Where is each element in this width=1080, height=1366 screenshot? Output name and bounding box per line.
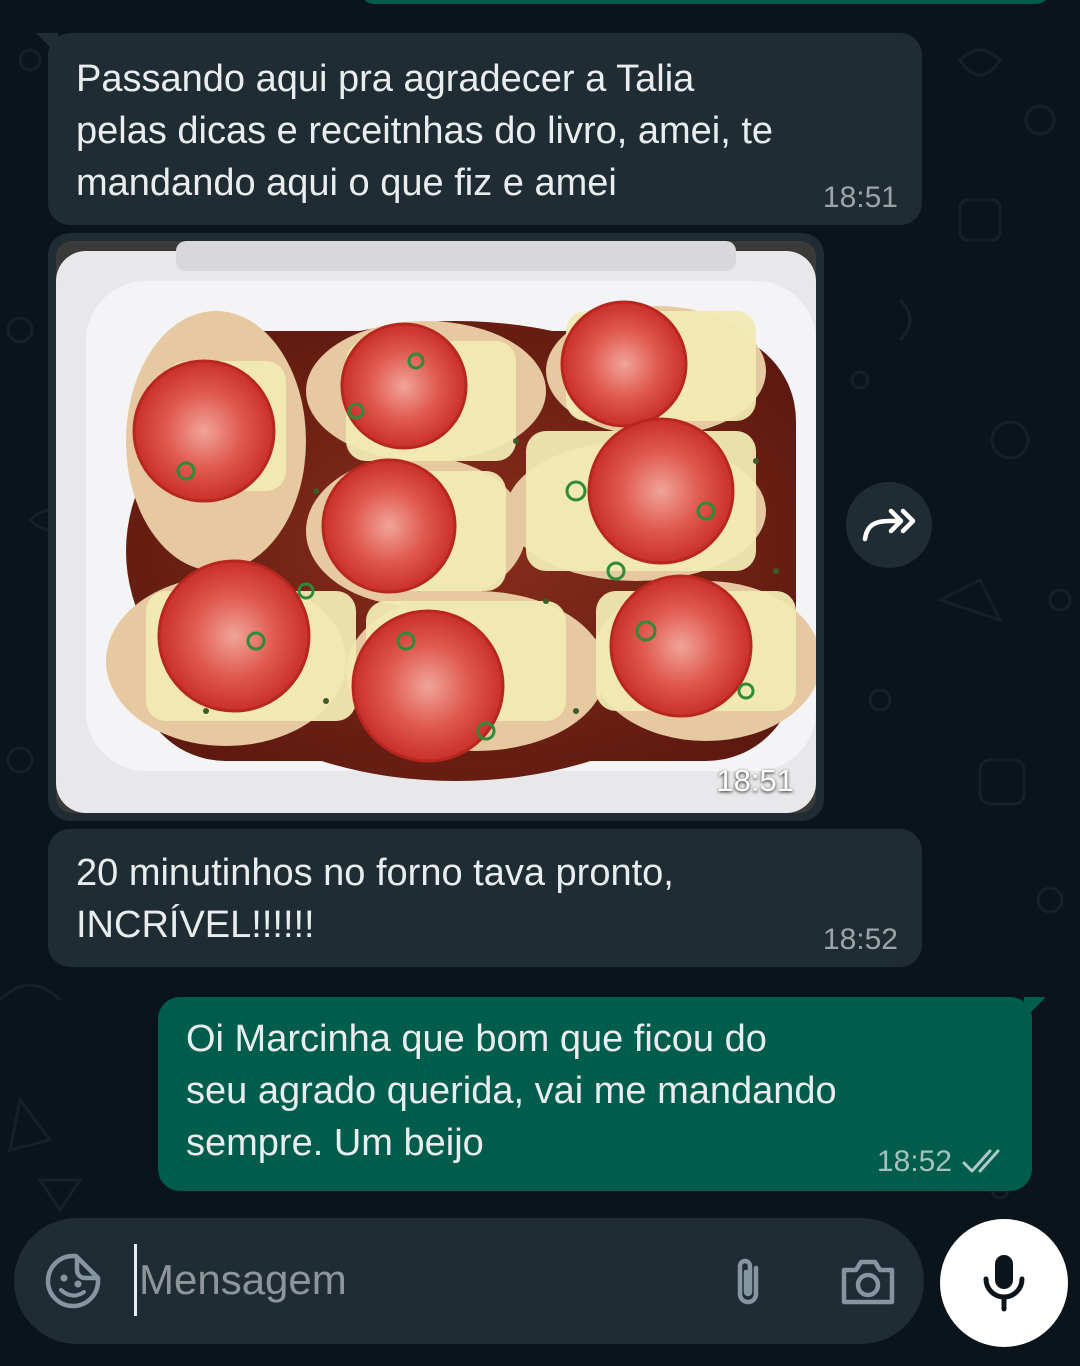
microphone-icon xyxy=(980,1251,1028,1315)
incoming-message[interactable] xyxy=(48,33,922,225)
voice-message-button[interactable] xyxy=(940,1219,1068,1347)
forward-icon xyxy=(861,505,917,545)
message-text: Passando aqui pra agradecer a Talia pelas dicas e receitnhas do livro, amei, te mandando aqui o que fiz e amei xyxy=(76,58,774,204)
message-time: 18:51 xyxy=(822,181,898,214)
image-message[interactable] xyxy=(48,233,824,821)
outgoing-message[interactable] xyxy=(158,997,1032,1191)
message-time: 18:51 xyxy=(716,763,794,798)
message-composer xyxy=(14,1218,924,1344)
message-time: 18:52 xyxy=(876,1145,952,1178)
message-input[interactable]: Mensagem xyxy=(134,1244,699,1316)
incoming-message[interactable] xyxy=(48,829,922,967)
food-photo[interactable] xyxy=(56,241,816,813)
camera-icon[interactable] xyxy=(838,1252,898,1310)
sticker-emoji-icon[interactable] xyxy=(44,1252,102,1310)
message-time-with-status xyxy=(877,1145,1008,1179)
double-check-icon xyxy=(960,1147,1008,1177)
previous-message-edge xyxy=(360,0,1050,4)
paperclip-icon[interactable] xyxy=(720,1254,776,1310)
message-text: 20 minutinhos no forno tava pronto, INCRÍVEL!!!!!! xyxy=(76,852,674,946)
forward-button[interactable] xyxy=(846,482,932,568)
bubble-tail xyxy=(1024,997,1046,1019)
message-text: Oi Marcinha que bom que ficou do seu agrado querida, vai me mandando sempre. Um beijo xyxy=(186,1018,837,1164)
bubble-tail xyxy=(36,33,58,55)
message-time: 18:52 xyxy=(822,923,898,956)
